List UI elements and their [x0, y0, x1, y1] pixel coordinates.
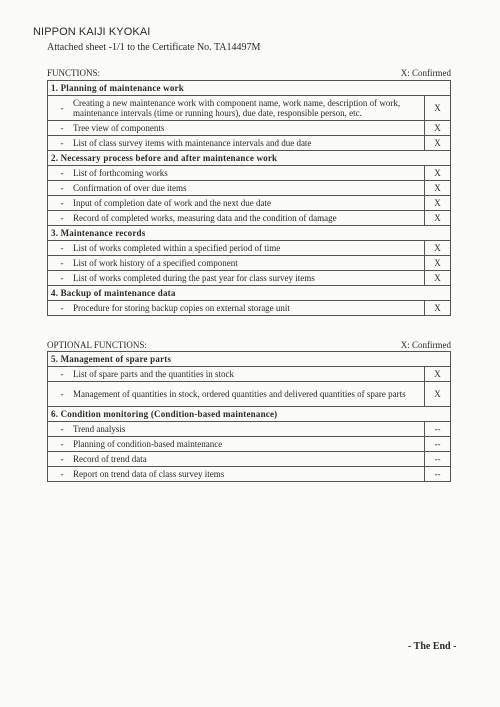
function-item-text: List of spare parts and the quantities in stock — [73, 369, 234, 379]
function-item-text: Input of completion date of work and the next due date — [73, 198, 271, 208]
confirmed-mark: X — [425, 136, 451, 151]
dash: - — [60, 454, 64, 464]
table-row — [48, 256, 451, 271]
dash: - — [60, 168, 64, 178]
table-row — [48, 121, 451, 136]
table-row — [48, 422, 451, 437]
dash: - — [60, 439, 64, 449]
dash: - — [60, 213, 64, 223]
dash: - — [60, 469, 64, 479]
table-row — [48, 271, 451, 286]
not-confirmed-mark: -- — [425, 452, 451, 467]
group-heading: 4. Backup of maintenance data — [48, 286, 451, 301]
function-item-text: List of works completed within a specified period of time — [73, 243, 281, 253]
dash: - — [60, 123, 64, 133]
function-item-text: List of class survey items with maintenance intervals and due date — [73, 138, 312, 148]
function-item-text: List of work history of a specified component — [73, 258, 238, 268]
function-item-text: Confirmation of over due items — [73, 183, 187, 193]
attached-sheet-line: Attached sheet -1/1 to the Certificate No. TA14497M — [47, 42, 261, 53]
confirmed-mark: X — [425, 121, 451, 136]
confirmed-mark: X — [425, 196, 451, 211]
dash: - — [60, 103, 64, 113]
confirmed-mark: X — [425, 301, 451, 316]
optional-functions-table — [47, 351, 451, 482]
confirmed-mark: X — [425, 181, 451, 196]
function-item-text: Management of quantities in stock, ordered quantities and delivered quantities of spare parts — [73, 389, 406, 399]
dash: - — [60, 258, 64, 268]
table-row — [48, 181, 451, 196]
the-end-label: - The End - — [408, 641, 457, 652]
organization-name: NIPPON KAIJI KYOKAI — [33, 26, 151, 38]
dash: - — [60, 243, 64, 253]
optional-legend: X: Confirmed — [400, 340, 451, 350]
functions-table — [47, 80, 451, 316]
dash: - — [60, 183, 64, 193]
functions-heading: FUNCTIONS: — [47, 68, 101, 78]
table-row — [48, 452, 451, 467]
group-heading: 3. Maintenance records — [48, 226, 451, 241]
group-heading: 1. Planning of maintenance work — [48, 81, 451, 96]
confirmed-mark: X — [425, 166, 451, 181]
function-item-text: Trend analysis — [73, 424, 126, 434]
dash: - — [60, 198, 64, 208]
table-row — [48, 367, 451, 382]
confirmed-mark: X — [425, 256, 451, 271]
table-row — [48, 437, 451, 452]
function-item-text: Record of completed works, measuring data and the condition of damage — [73, 213, 337, 223]
function-item-text: Procedure for storing backup copies on external storage unit — [73, 303, 290, 313]
dash: - — [60, 424, 64, 434]
function-item-text: List of works completed during the past year for class survey items — [73, 273, 315, 283]
dash: - — [60, 389, 64, 399]
dash: - — [60, 303, 64, 313]
table-row — [48, 241, 451, 256]
function-item-text: Record of trend data — [73, 454, 147, 464]
group-heading: 2. Necessary process before and after maintenance work — [48, 151, 451, 166]
table-row — [48, 301, 451, 316]
not-confirmed-mark: -- — [425, 437, 451, 452]
confirmed-mark: X — [425, 271, 451, 286]
function-item-text: Tree view of components — [73, 123, 165, 133]
group-heading: 5. Management of spare parts — [48, 352, 451, 367]
functions-legend: X: Confirmed — [400, 68, 451, 78]
dash: - — [60, 138, 64, 148]
table-row — [48, 166, 451, 181]
function-item-text: List of forthcoming works — [73, 168, 168, 178]
not-confirmed-mark: -- — [425, 422, 451, 437]
confirmed-mark: X — [425, 367, 451, 382]
function-item-text: Planning of condition-based maintenance — [73, 439, 223, 449]
function-item-text: Creating a new maintenance work with component name, work name, description of work, maintenance intervals (time or running hours), due date, responsible person, etc. — [73, 98, 401, 118]
optional-heading: OPTIONAL FUNCTIONS: — [47, 340, 147, 350]
function-item-text: Report on trend data of class survey items — [73, 469, 225, 479]
confirmed-mark: X — [425, 382, 451, 407]
table-row — [48, 136, 451, 151]
table-row — [48, 96, 451, 121]
group-heading: 6. Condition monitoring (Condition-based maintenance) — [48, 407, 451, 422]
table-row — [48, 382, 451, 407]
table-row — [48, 196, 451, 211]
dash: - — [60, 273, 64, 283]
confirmed-mark: X — [425, 211, 451, 226]
not-confirmed-mark: -- — [425, 467, 451, 482]
table-row — [48, 467, 451, 482]
confirmed-mark: X — [425, 96, 451, 121]
table-row — [48, 211, 451, 226]
dash: - — [60, 369, 64, 379]
confirmed-mark: X — [425, 241, 451, 256]
